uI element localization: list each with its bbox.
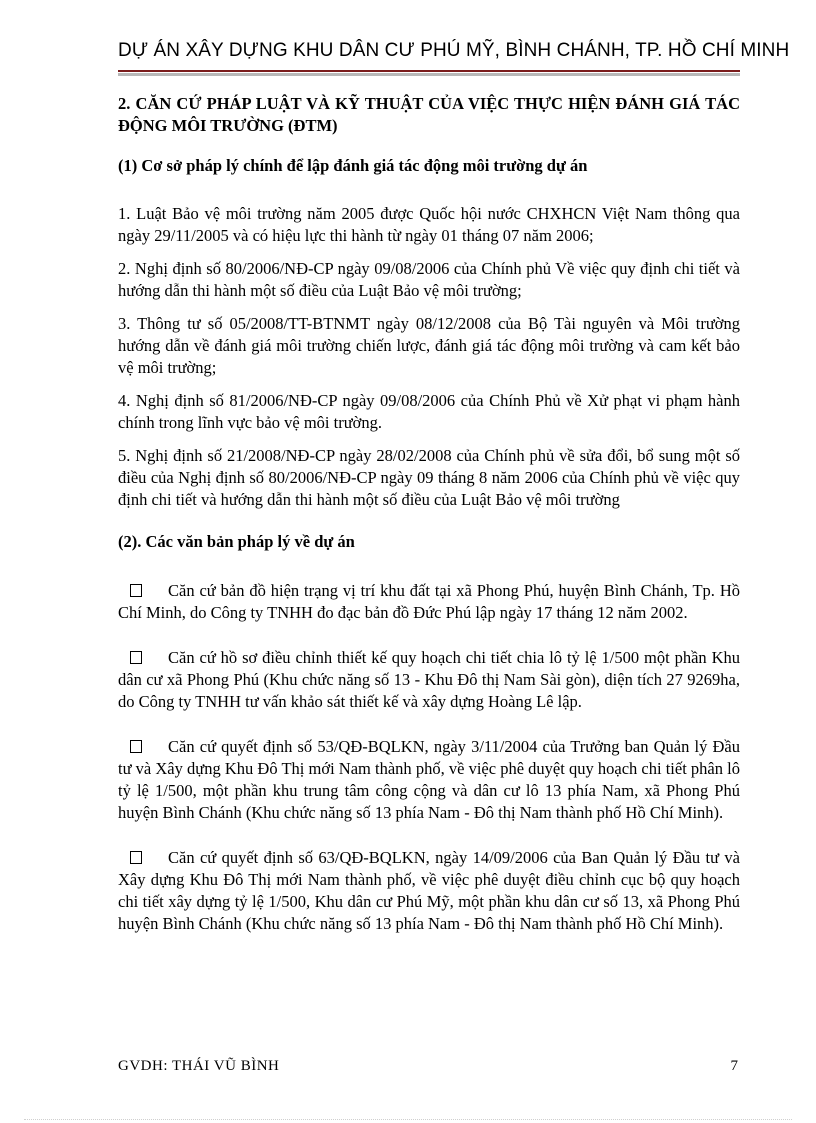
legal-basis-item: 4. Nghị định số 81/2006/NĐ-CP ngày 09/08/2006 của Chính Phủ về Xử phạt vi phạm hành chính trong lĩnh vực bảo vệ môi trường.: [118, 391, 740, 432]
project-docs-heading: (2). Các văn bản pháp lý về dự án: [118, 532, 355, 551]
checkbox-bullet-icon: [130, 584, 142, 597]
header-divider: [118, 70, 740, 72]
project-doc-text: Căn cứ bản đồ hiện trạng vị trí khu đất tại xã Phong Phú, huyện Bình Chánh, Tp. Hồ Chí Minh, do Công ty TNHH đo đạc bản đồ Đức Phú lập ngày 17 tháng 12 năm 2002.: [118, 581, 740, 622]
project-doc-text: Căn cứ quyết định số 53/QĐ-BQLKN, ngày 3/11/2004 của Trưởng ban Quản lý Đầu tư và Xây dựng Khu Đô Thị mới Nam thành phố, về việc phê duyệt quy hoạch chi tiết phân lô tỷ lệ 1/500, một phần khu trung tâm công cộng và dân cư lô 13 phía Nam, xã Phong Phú huyện Bình Chánh (Khu chức năng số 13 phía Nam - Đô thị Nam thành phố Hồ Chí Minh).: [118, 737, 740, 822]
section-title: 2. CĂN CỨ PHÁP LUẬT VÀ KỸ THUẬT CỦA VIỆC THỰC HIỆN ĐÁNH GIÁ TÁC ĐỘNG MÔI TRƯỜNG (ĐTM): [118, 94, 740, 135]
project-doc-item: [118, 580, 740, 624]
project-doc-item: [118, 647, 740, 713]
checkbox-bullet-icon: [130, 651, 142, 664]
header-divider-shadow: [118, 73, 740, 76]
footer-advisor: GVDH: THÁI VŨ BÌNH: [118, 1058, 280, 1074]
checkbox-bullet-icon: [130, 851, 142, 864]
legal-basis-item: 5. Nghị định số 21/2008/NĐ-CP ngày 28/02/2008 của Chính phủ về sửa đổi, bổ sung một số điều của Nghị định số 80/2006/NĐ-CP ngày 09 tháng 8 năm 2006 của Chính phủ về việc quy định chi tiết và hướng dẫn thi hành một số điều của Luật Bảo vệ môi trường: [118, 446, 740, 509]
legal-basis-item: 3. Thông tư số 05/2008/TT-BTNMT ngày 08/12/2008 của Bộ Tài nguyên và Môi trường hướng dẫn về đánh giá môi trường chiến lược, đánh giá tác động môi trường và cam kết bảo vệ môi trường;: [118, 314, 740, 377]
legal-basis-item: 1. Luật Bảo vệ môi trường năm 2005 được Quốc hội nước CHXHCN Việt Nam thông qua ngày 29/11/2005 và có hiệu lực thi hành từ ngày 01 tháng 07 năm 2006;: [118, 204, 740, 245]
checkbox-bullet-icon: [130, 740, 142, 753]
document-body: [118, 93, 740, 935]
legal-basis-heading: (1) Cơ sở pháp lý chính để lập đánh giá tác động môi trường dự án: [118, 156, 588, 175]
page-header-title: DỰ ÁN XÂY DỰNG KHU DÂN CƯ PHÚ MỸ, BÌNH CHÁNH, TP. HỒ CHÍ MINH: [118, 40, 790, 61]
project-doc-item: [118, 736, 740, 824]
project-doc-text: Căn cứ hồ sơ điều chỉnh thiết kế quy hoạch chi tiết chia lô tỷ lệ 1/500 một phần Khu dân cư xã Phong Phú (Khu chức năng số 13 - Khu Đô thị Nam Sài gòn), diện tích 27 9269ha, do Công ty TNHH tư vấn khảo sát thiết kế và xây dựng Hoàng Lê lập.: [118, 648, 740, 711]
page-bottom-border: [24, 1119, 792, 1120]
project-doc-item: [118, 847, 740, 935]
project-doc-text: Căn cứ quyết định số 63/QĐ-BQLKN, ngày 14/09/2006 của Ban Quản lý Đầu tư và Xây dựng Khu Đô Thị mới Nam thành phố, về việc phê duyệt điều chỉnh cục bộ quy hoạch chi tiết xây dựng tỷ lệ 1/500, Khu dân cư Phú Mỹ, một phần khu dân cư số 13, xã Phong Phú huyện Bình Chánh (Khu chức năng số 13 phía Nam - Đô thị Nam thành phố Hồ Chí Minh).: [118, 848, 740, 933]
page-number: 7: [730, 1058, 738, 1074]
legal-basis-item: 2. Nghị định số 80/2006/NĐ-CP ngày 09/08/2006 của Chính phủ Về việc quy định chi tiết và hướng dẫn thi hành một số điều của Luật Bảo vệ môi trường;: [118, 259, 740, 300]
